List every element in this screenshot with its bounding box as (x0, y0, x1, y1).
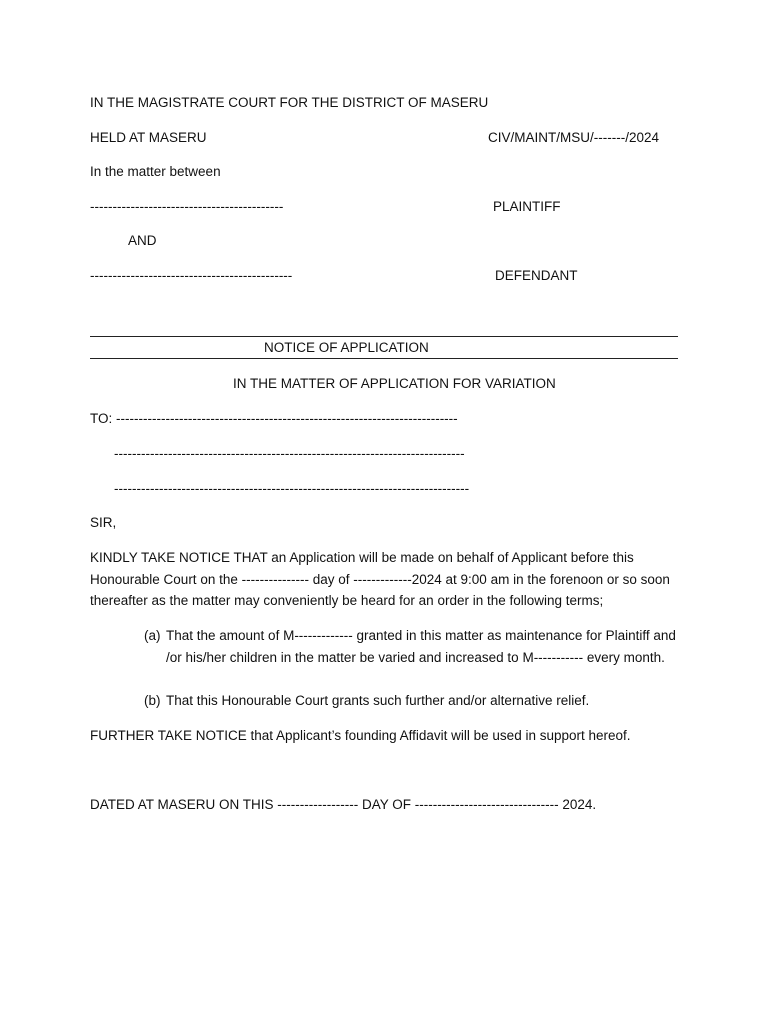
title-bottom-rule (90, 358, 678, 359)
plaintiff-label: PLAINTIFF (493, 199, 561, 214)
matter-title: IN THE MATTER OF APPLICATION FOR VARIATION (233, 376, 556, 391)
order-item-marker: (a) (144, 628, 161, 643)
order-item-marker: (b) (144, 693, 161, 708)
held-at-text: HELD AT MASERU (90, 130, 207, 145)
order-item-text: That the amount of M------------- granted in this matter as maintenance for Plaintiff and /or his/her children in the matter be varied and increased to M----------- every month. (166, 628, 676, 665)
and-label: AND (128, 233, 157, 248)
case-number: CIV/MAINT/MSU/-------/2024 (488, 130, 660, 145)
court-heading: IN THE MAGISTRATE COURT FOR THE DISTRICT OF MASERU (90, 95, 489, 110)
order-item-a (144, 625, 680, 668)
title-top-rule (90, 336, 678, 337)
addressee-line-3: ------------------------------------------------------------------------------- (114, 481, 470, 496)
order-item-text: That this Honourable Court grants such further and/or alternative relief. (166, 693, 590, 708)
notice-title: NOTICE OF APPLICATION (264, 340, 429, 355)
addressee-line-2: ------------------------------------------------------------------------------ (114, 446, 465, 461)
addressee-to-line: TO: ---------------------------------------------------------------------------- (90, 411, 458, 426)
dated-line: DATED AT MASERU ON THIS ------------------ DAY OF -------------------------------- 2024. (90, 797, 597, 812)
further-notice-paragraph: FURTHER TAKE NOTICE that Applicant’s founding Affidavit will be used in support hereof. (90, 728, 631, 743)
notice-intro-paragraph: KINDLY TAKE NOTICE THAT an Application will be made on behalf of Applicant before this Honourable Court on the --------------- day of -------------2024 at 9:00 am in the forenoon or so soon thereafter as the matter may conveniently be heard for an order in the following terms; (90, 550, 670, 608)
defendant-blank-line: --------------------------------------------- (90, 268, 293, 283)
order-item-b (144, 690, 680, 712)
salutation: SIR, (90, 515, 117, 530)
plaintiff-blank-line: ------------------------------------------- (90, 199, 284, 214)
defendant-label: DEFENDANT (495, 268, 578, 283)
matter-between-text: In the matter between (90, 164, 221, 179)
